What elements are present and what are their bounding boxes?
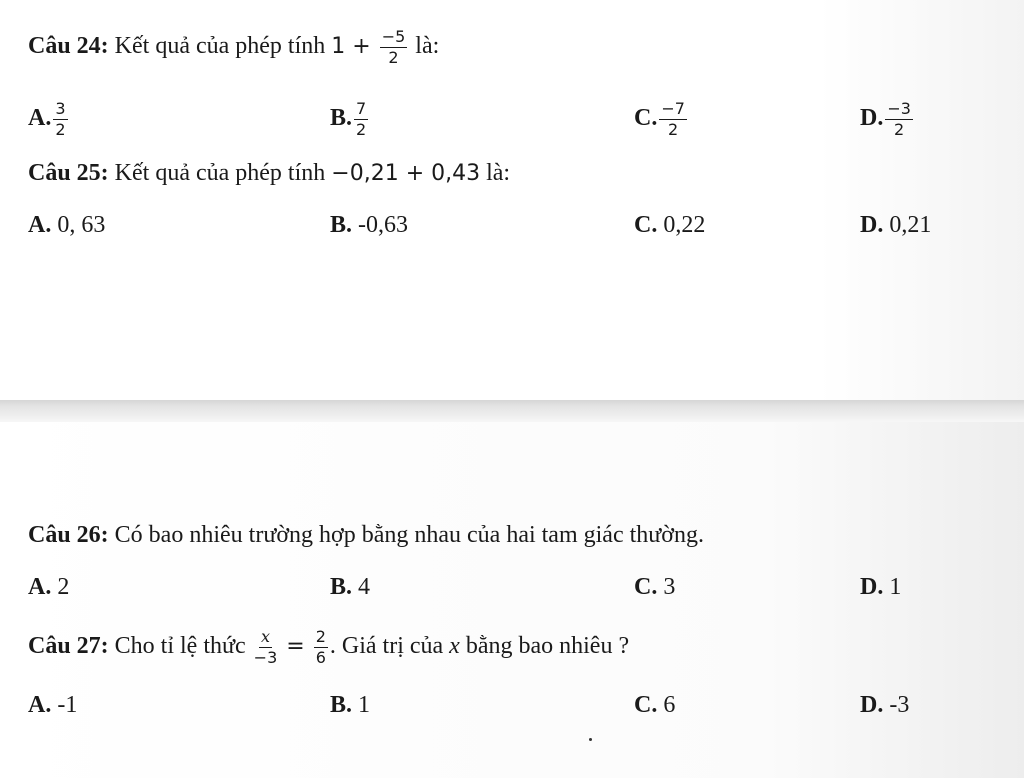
option-value: -0,63 (352, 212, 409, 238)
denominator: −3 (253, 648, 278, 667)
option-label: D. (860, 574, 884, 600)
denominator: 2 (356, 120, 367, 139)
stray-mark (589, 738, 592, 741)
option-value: 1 (352, 692, 371, 718)
option-fraction (885, 100, 913, 139)
variable: x (449, 633, 460, 660)
numerator: −3 (887, 99, 911, 118)
question-25 (28, 158, 510, 189)
option-label: B. (330, 212, 353, 238)
option-value: 3 (657, 574, 676, 600)
question-label: Câu 25: (28, 160, 109, 186)
option-fraction (354, 100, 368, 139)
option-value: 4 (352, 574, 371, 600)
option-label: D. (860, 105, 884, 132)
math-expression: −0,21 + 0,43 (331, 161, 481, 186)
question-text-end: là: (409, 33, 440, 60)
option-d[interactable] (860, 100, 915, 139)
question-label: Câu 27: (28, 633, 109, 660)
denominator: 2 (388, 48, 399, 67)
equals-sign: = (279, 634, 312, 660)
question-text: Kết quả của phép tính (108, 160, 332, 186)
question-text-mid: . Giá trị của (329, 633, 450, 660)
option-d[interactable] (860, 210, 931, 240)
option-label: B. (330, 574, 353, 600)
option-d[interactable] (860, 690, 909, 720)
question-27 (28, 628, 629, 667)
option-label: D. (860, 212, 884, 238)
numerator: 3 (55, 99, 66, 118)
question-26 (28, 520, 704, 550)
option-c[interactable] (634, 210, 705, 240)
question-text-end: là: (480, 160, 511, 186)
option-b[interactable] (330, 572, 370, 602)
question-text: Có bao nhiêu trường hợp bằng nhau của hai tam giác thường. (108, 522, 704, 548)
question-text-end: bằng bao nhiêu ? (459, 633, 630, 660)
option-value: -1 (51, 692, 78, 718)
option-label: B. (330, 105, 353, 132)
math-lead: 1 + (331, 34, 378, 60)
question-text: Kết quả của phép tính (108, 33, 332, 60)
option-label: A. (28, 212, 52, 238)
option-b[interactable] (330, 210, 408, 240)
denominator: 2 (668, 120, 679, 139)
option-label: B. (330, 692, 353, 718)
question-label: Câu 24: (28, 33, 109, 60)
option-value: 1 (883, 574, 902, 600)
denominator: 6 (315, 648, 326, 667)
option-label: A. (28, 692, 52, 718)
option-b[interactable] (330, 100, 370, 139)
option-value: 0,22 (657, 212, 706, 238)
denominator: 2 (894, 120, 905, 139)
option-label: C. (634, 212, 658, 238)
option-a[interactable] (28, 572, 69, 602)
question-24 (28, 28, 439, 67)
numerator: x (260, 627, 270, 646)
option-label: A. (28, 574, 52, 600)
option-label: C. (634, 105, 658, 132)
option-a[interactable] (28, 100, 70, 139)
option-c[interactable] (634, 100, 689, 139)
option-c[interactable] (634, 572, 675, 602)
option-a[interactable] (28, 690, 77, 720)
option-value: 0,21 (883, 212, 932, 238)
question-text: Cho tỉ lệ thức (108, 633, 252, 660)
option-a[interactable] (28, 210, 105, 240)
numerator: −5 (381, 27, 406, 46)
denominator: 2 (55, 120, 66, 139)
option-label: C. (634, 574, 658, 600)
option-value: 0, 63 (51, 212, 106, 238)
option-b[interactable] (330, 690, 370, 720)
option-c[interactable] (634, 690, 675, 720)
numerator: 2 (315, 627, 326, 646)
option-fraction (53, 100, 67, 139)
numerator: −7 (661, 99, 685, 118)
option-label: C. (634, 692, 658, 718)
option-value: -3 (883, 692, 910, 718)
numerator: 7 (356, 99, 367, 118)
option-fraction (659, 100, 687, 139)
option-label: D. (860, 692, 884, 718)
question-label: Câu 26: (28, 522, 109, 548)
option-d[interactable] (860, 572, 901, 602)
fraction (380, 28, 408, 67)
fraction-left (254, 628, 278, 667)
fraction-right (314, 628, 328, 667)
option-value: 2 (51, 574, 70, 600)
page-separator (0, 400, 1024, 422)
option-label: A. (28, 105, 52, 132)
option-value: 6 (657, 692, 676, 718)
